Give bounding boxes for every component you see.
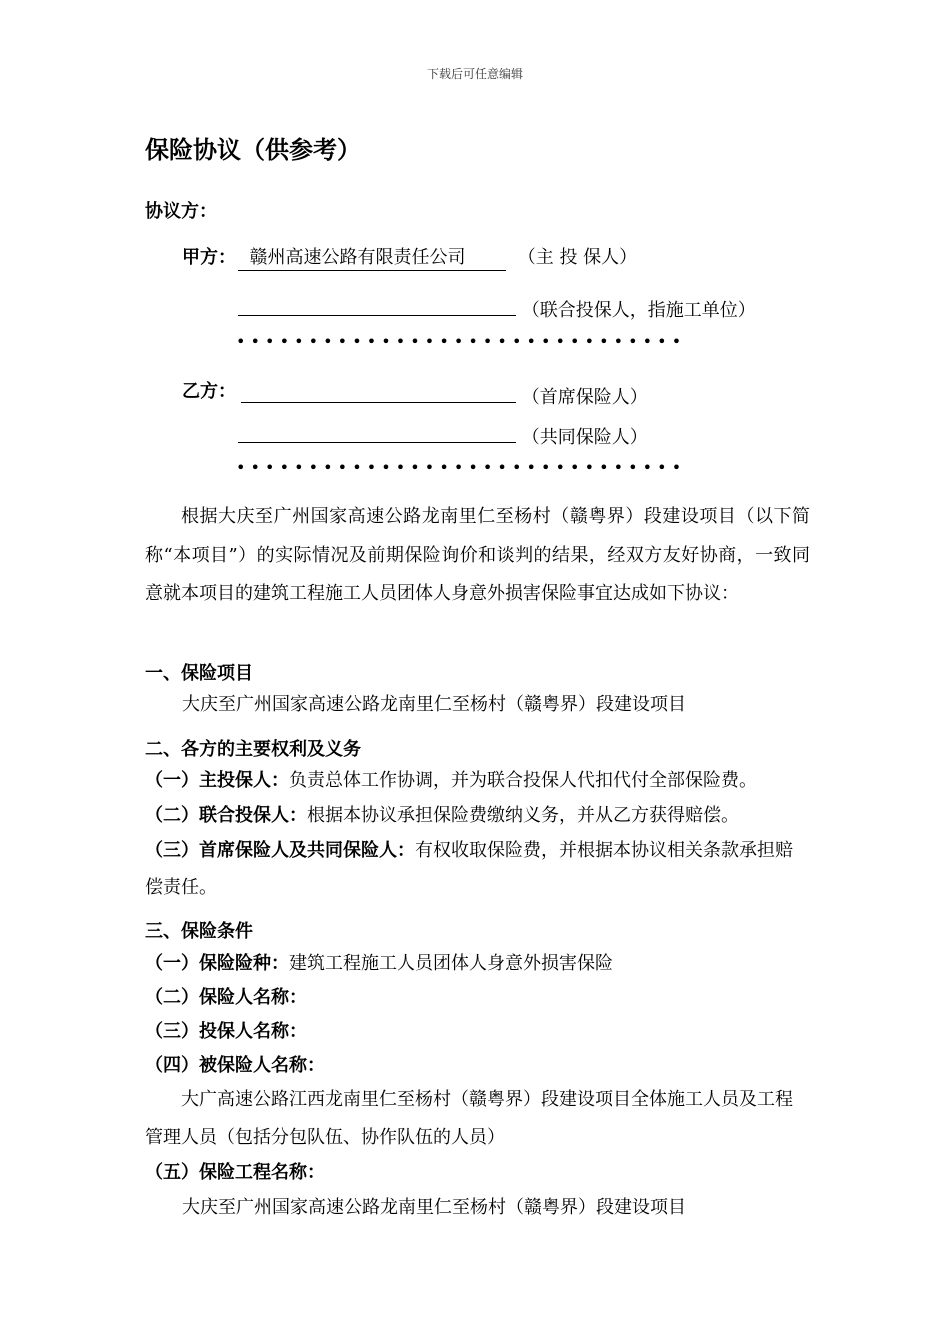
section-1-heading: 一、保险项目 xyxy=(145,663,253,684)
section-3-item-4-label: （四）被保险人名称： xyxy=(145,1055,325,1076)
section-3-item-3 xyxy=(145,1020,307,1044)
insured-description: 大广高速公路江西龙南里仁至杨村（赣粤界）段建设项目全体施工人员及工程管理人员（包括分包队伍、协作队伍的人员） xyxy=(145,1089,793,1148)
section-2-item-1-text: 负责总体工作协调，并为联合投保人代扣代付全部保险费。 xyxy=(289,770,757,791)
section-3-heading: 三、保险条件 xyxy=(145,921,253,942)
section-3-item-1-text: 建筑工程施工人员团体人身意外损害保险 xyxy=(289,953,613,974)
party-a-name-field xyxy=(238,246,506,271)
party-b-role-2: （共同保险人） xyxy=(521,427,648,448)
section-3-item-5-text: 大庆至广州国家高速公路龙南里仁至杨村（赣粤界）段建设项目 xyxy=(182,1197,686,1218)
party-a-line-1 xyxy=(238,246,637,271)
section-2-item-1-label: （一）主投保人： xyxy=(145,770,289,791)
party-b-blank-field-2 xyxy=(238,420,516,443)
section-3-item-2 xyxy=(145,986,307,1010)
section-2-item-2-label: （二）联合投保人： xyxy=(145,805,307,826)
party-a-role-1: （主 投 保人） xyxy=(517,247,638,268)
section-2-item-3-label: （三）首席保险人及共同保险人： xyxy=(145,840,415,861)
section-3-item-5-label: （五）保险工程名称： xyxy=(145,1162,325,1183)
party-a-name: 赣州高速公路有限责任公司 xyxy=(249,247,466,268)
section-2-item-1 xyxy=(145,769,757,793)
party-b-line-1 xyxy=(241,380,648,410)
section-3-item-2-label: （二）保险人名称： xyxy=(145,987,307,1008)
party-b-continuation-dots: • • • • • • • • • • • • • • • • • • • • • • • • • • • • • • • xyxy=(236,458,682,477)
section-3-item-3-label: （三）投保人名称： xyxy=(145,1021,307,1042)
section-2-item-3-text: 有权收取保险费，并根据本协议相关条款承担赔偿责任。 xyxy=(145,840,793,898)
parties-heading: 协议方： xyxy=(145,201,217,222)
party-a-blank-field xyxy=(238,293,516,316)
intro-paragraph: 根据大庆至广州国家高速公路龙南里仁至杨村（赣粤界）段建设项目（以下简称“本项目”）的实际情况及前期保险询价和谈判的结果，经双方友好协商，一致同意就本项目的建筑工程施工人员团体人身意外损害保险事宜达成如下协议： xyxy=(145,506,810,604)
section-2-item-3 xyxy=(145,832,810,906)
document-title: 保险协议（供参考） xyxy=(145,136,361,164)
party-b-role-1: （首席保险人） xyxy=(521,387,648,408)
page-header-note: 下载后可任意编辑 xyxy=(426,67,523,81)
section-3-item-1-label: （一）保险险种： xyxy=(145,953,289,974)
party-b-blank-field-1 xyxy=(241,380,516,403)
section-3-item-1 xyxy=(145,952,613,976)
party-a-role-2: （联合投保人，指施工单位） xyxy=(521,300,756,321)
section-2-heading: 二、各方的主要权利及义务 xyxy=(145,739,361,760)
party-b-line-2 xyxy=(238,420,648,450)
section-2-item-2 xyxy=(145,804,739,828)
party-a-line-2 xyxy=(238,293,756,323)
section-3-item-4 xyxy=(145,1054,325,1078)
party-a-continuation-dots: • • • • • • • • • • • • • • • • • • • • • • • • • • • • • • • xyxy=(236,332,682,351)
section-2-item-2-text: 根据本协议承担保险费缴纳义务，并从乙方获得赔偿。 xyxy=(307,805,739,826)
party-b-label: 乙方： xyxy=(182,381,236,402)
section-1-text: 大庆至广州国家高速公路龙南里仁至杨村（赣粤界）段建设项目 xyxy=(182,694,686,715)
party-a-label: 甲方： xyxy=(182,247,236,268)
